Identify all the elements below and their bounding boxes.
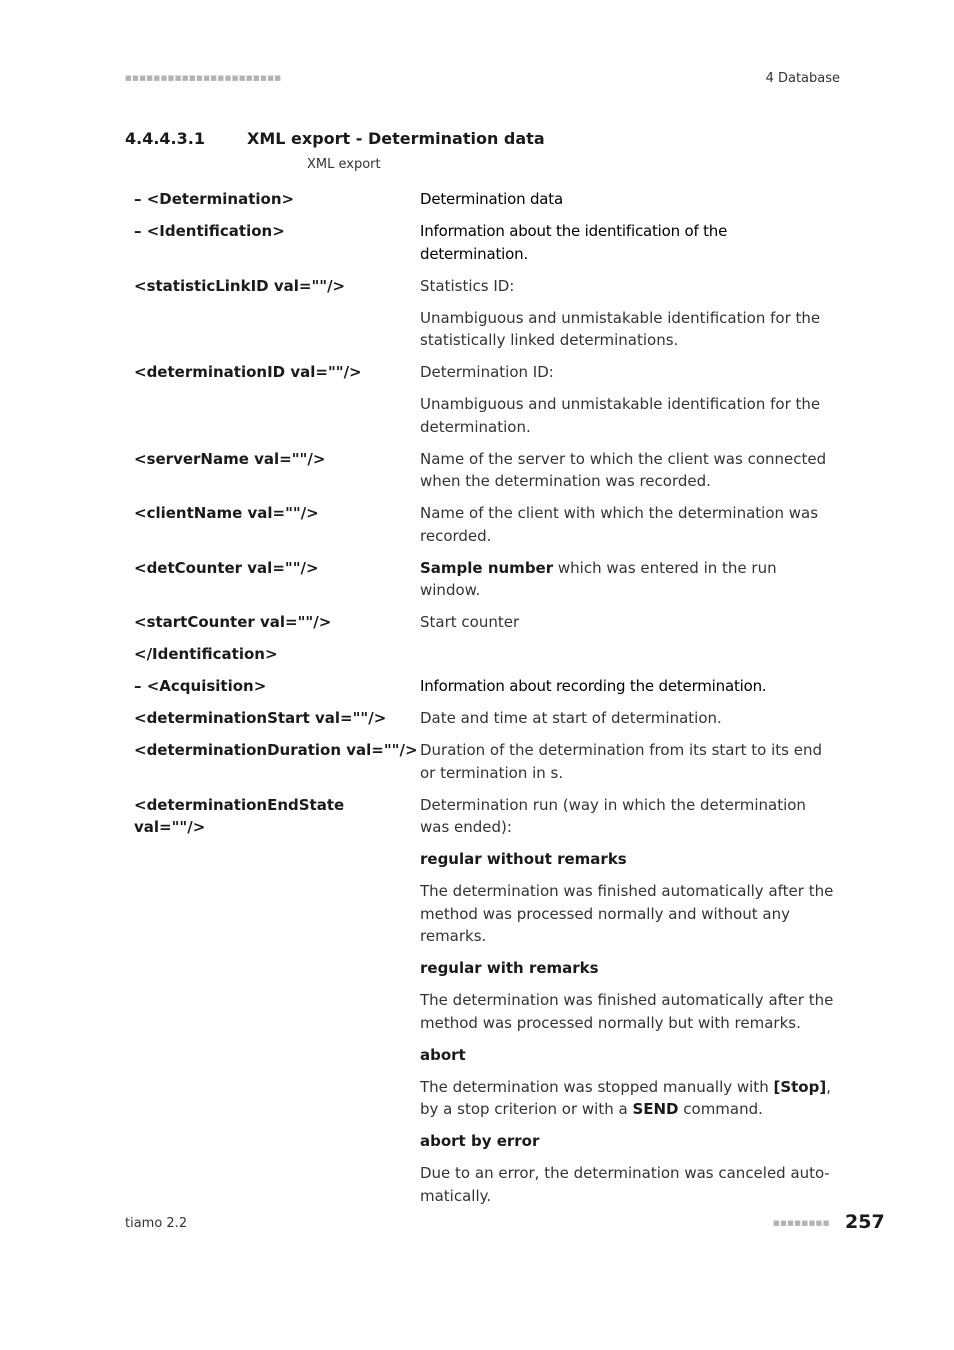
row-desc: Sample number which was entered in the run window.: [420, 558, 777, 599]
row-key: <determinationID val=""/>: [134, 363, 362, 381]
row-determination-end-state: [134, 794, 834, 1217]
row-desc: Unambiguous and unmistakable identification for the statistically linked determinations.: [420, 308, 821, 349]
row-key: <detCounter val=""/>: [134, 558, 319, 577]
row-desc: Unambiguous and unmistakable identification for the determination.: [420, 395, 821, 436]
option-text: The determination was stopped manually with [Stop], by a stop criterion or with a SEND command.: [420, 1077, 831, 1118]
row-key: – <Identification>: [134, 222, 285, 240]
footer-decoration: ■■■■■■■■: [773, 1219, 830, 1227]
row-start-counter: [134, 611, 834, 643]
row-desc: Name of the server to which the client was connected when the determination was recorded.: [420, 449, 827, 490]
row-desc: Determination run (way in which the determination was ended):: [420, 795, 806, 836]
section-title: XML export - Determination data: [247, 129, 545, 148]
sample-number-term: Sample number: [420, 558, 554, 577]
row-determination-id: [134, 361, 834, 448]
option-title: regular without remarks: [420, 850, 627, 868]
page-number: 257: [845, 1211, 885, 1233]
row-desc: Duration of the determination from its start to its end or termination in s.: [420, 741, 822, 782]
row-key: – <Determination>: [134, 190, 295, 208]
row-desc: Determination data: [420, 190, 563, 208]
row-desc: Date and time at start of determination.: [420, 709, 722, 727]
row-desc: Information about the identification of the determination.: [420, 222, 728, 263]
row-determination-start: [134, 707, 834, 739]
row-key: <determinationStart val=""/>: [134, 709, 387, 727]
row-key: <startCounter val=""/>: [134, 613, 332, 631]
row-desc: Start counter: [420, 613, 520, 631]
row-key: <determinationEndState val=""/>: [134, 795, 345, 836]
product-name: tiamo 2.2: [125, 1216, 188, 1231]
option-text: The determination was finished automatically after the method was processed normally and without any remarks.: [420, 882, 834, 945]
option-title: abort: [420, 1045, 466, 1064]
row-key: <serverName val=""/>: [134, 449, 326, 468]
row-acquisition: [134, 675, 834, 707]
row-client-name: [134, 502, 834, 557]
row-identification-end: [134, 643, 834, 675]
section-number: 4.4.4.3.1: [125, 129, 205, 148]
row-determination-duration: [134, 739, 834, 794]
row-desc: Statistics ID:: [420, 276, 515, 295]
chapter-label: 4 Database: [765, 71, 840, 86]
row-desc: Information about recording the determination.: [420, 677, 767, 695]
definition-table: [134, 188, 834, 1217]
row-key: – <Acquisition>: [134, 677, 267, 695]
option-text: Due to an error, the determination was canceled automatically.: [420, 1164, 830, 1205]
row-key: <statisticLinkID val=""/>: [134, 276, 346, 295]
stop-button-ref: [Stop]: [773, 1077, 827, 1096]
row-desc: Name of the client with which the determination was recorded.: [420, 504, 819, 545]
option-title: regular with remarks: [420, 959, 599, 977]
option-title: abort by error: [420, 1132, 540, 1150]
row-server-name: [134, 448, 834, 503]
row-det-counter: [134, 557, 834, 612]
row-key: <determinationDuration val=""/>: [134, 741, 418, 759]
row-key: </Identification>: [134, 645, 278, 663]
row-key: <clientName val=""/>: [134, 504, 319, 522]
row-desc: Determination ID:: [420, 363, 554, 381]
row-identification: [134, 220, 834, 275]
row-statistic-link-id: [134, 275, 834, 362]
row-determination: [134, 188, 834, 220]
option-text: The determination was finished automatically after the method was processed normally but with remarks.: [420, 991, 834, 1032]
header-decoration: ■■■■■■■■■■■■■■■■■■■■■■: [125, 74, 282, 82]
send-command-ref: SEND: [632, 1100, 679, 1118]
section-subtitle: XML export: [307, 157, 381, 172]
